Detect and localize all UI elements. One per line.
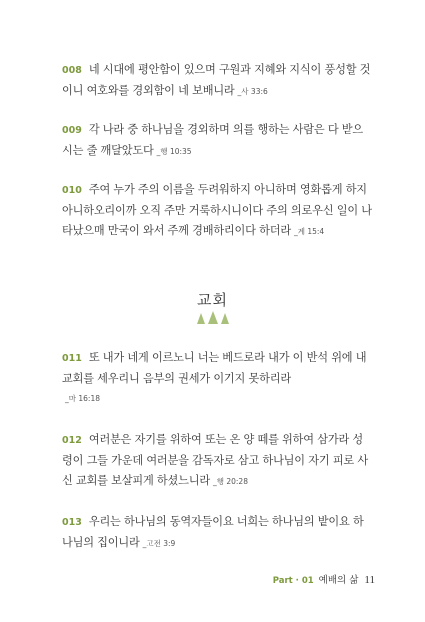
verse-reference: _고전 3:9: [142, 539, 176, 548]
verse-011: [62, 348, 372, 409]
verse-012: [62, 430, 372, 492]
verse-009: [62, 120, 372, 162]
verse-number: 011: [62, 353, 82, 364]
tree-ornament-icon: [196, 311, 230, 325]
verse-number: 012: [62, 435, 82, 446]
verse-text: 각 나라 중 하나님을 경외하며 의를 행하는 사람은 다 받으시는 줄 깨달았도다: [62, 123, 364, 157]
verse-010: [62, 180, 372, 242]
verse-text: 우리는 하나님의 동역자들이요 너희는 하나님의 밭이요 하나님의 집이니라: [62, 515, 364, 549]
page-number: 11: [364, 574, 375, 586]
verse-reference: _사 33:6: [237, 87, 268, 96]
verse-text: 네 시대에 평안함이 있으며 구원과 지혜와 지식이 풍성할 것이니 여호와를 경외함이 네 보배니라: [62, 63, 371, 97]
verse-text: 여러분은 자기를 위하여 또는 온 양 떼를 위하여 삼가라 성령이 그들 가운데 여러분을 감독자로 삼고 하나님이 자기 피로 사신 교회를 보살피게 하셨느니라: [62, 433, 368, 487]
verse-013: [62, 512, 372, 554]
verse-text: 주여 누가 주의 이름을 두려워하지 아니하며 영화롭게 하지 아니하오리이까 오직 주만 거룩하시니이다 주의 의로우신 일이 나타났으매 만국이 와서 주께 경배하리이다 하더라: [62, 183, 372, 237]
footer-chapter: 예배의 삶: [318, 575, 359, 586]
verse-number: 008: [62, 65, 82, 76]
footer-part: Part · 01: [272, 576, 314, 586]
verse-number: 009: [62, 125, 82, 136]
verse-reference: _행 20:28: [212, 477, 248, 486]
verse-text: 또 내가 네게 이르노니 너는 베드로라 내가 이 반석 위에 내 교회를 세우리니 음부의 권세가 이기지 못하리라: [62, 351, 367, 385]
verse-reference: _계 15:4: [293, 227, 325, 236]
verse-reference: _행 10:35: [156, 147, 192, 156]
verse-number: 010: [62, 185, 82, 196]
verse-reference: _마 16:18: [65, 394, 100, 403]
verse-number: 013: [62, 517, 82, 528]
page-footer: [0, 572, 375, 586]
verse-008: [62, 60, 372, 102]
section-title: 교회: [197, 291, 228, 309]
